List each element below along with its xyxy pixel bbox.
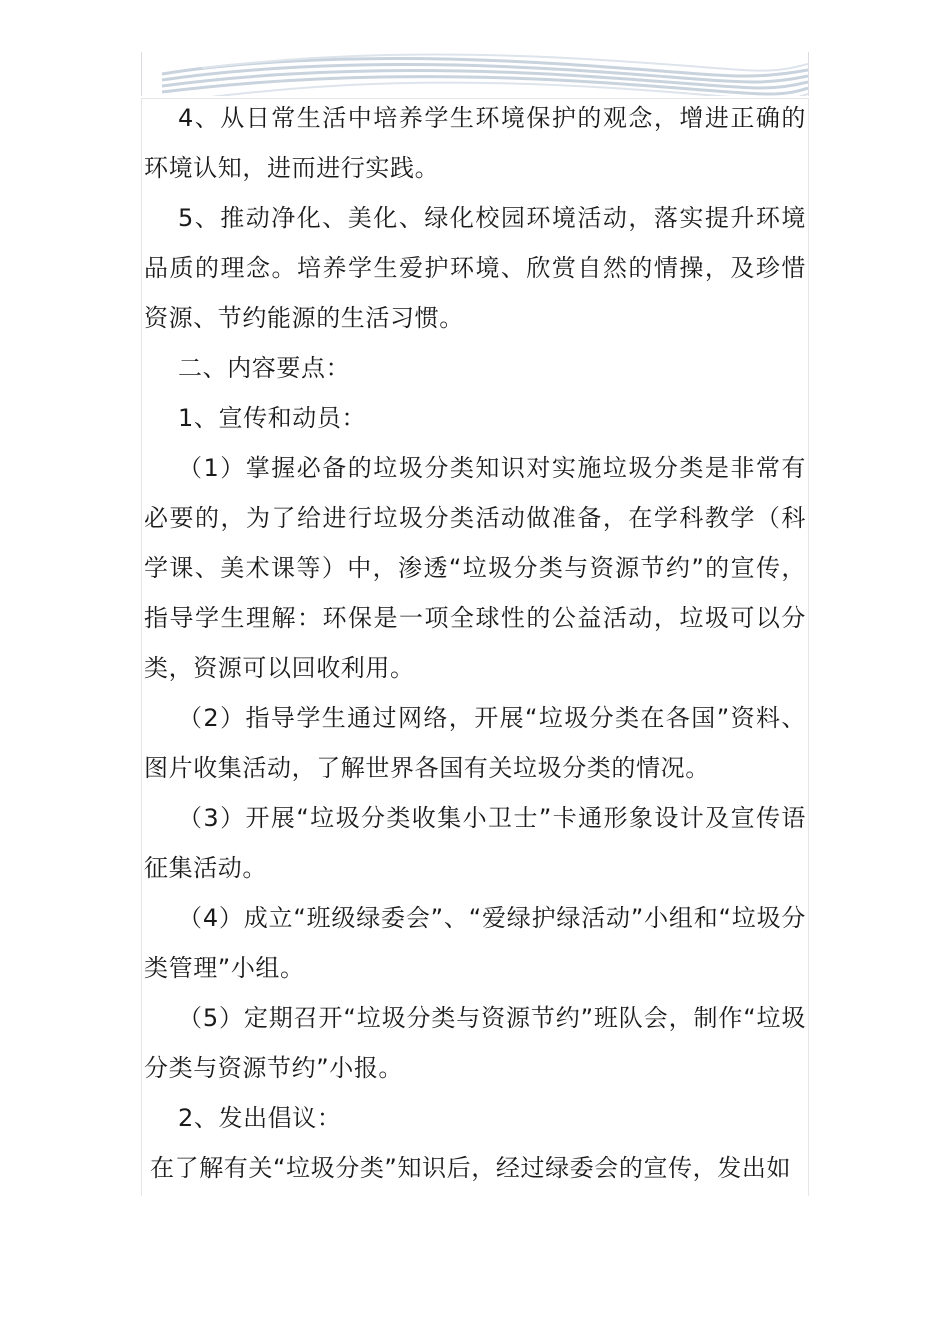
header-wave-decoration (142, 52, 808, 96)
subheading-publicity: 1、宣传和动员： (178, 404, 367, 432)
paragraph-proposal-intro: 在了解有关“垃圾分类”知识后，经过绿委会的宣传，发出如 (150, 1154, 792, 1182)
paragraph-item-3: （3）开展“垃圾分类收集小卫士”卡通形象设计及宣传语征集活动。 (144, 804, 806, 882)
paragraph-item-2: （2）指导学生通过网络，开展“垃圾分类在各国”资料、图片收集活动，了解世界各国有关垃圾分类的情况。 (144, 704, 806, 782)
paragraph-objective-5: 5、推动净化、美化、绿化校园环境活动，落实提升环境品质的理念。培养学生爱护环境、欣赏自然的情操，及珍惜资源、节约能源的生活习惯。 (144, 204, 806, 332)
document-body (144, 93, 806, 1193)
paragraph-item-5: （5）定期召开“垃圾分类与资源节约”班队会，制作“垃圾分类与资源节约”小报。 (144, 1004, 806, 1082)
paragraph-item-1: （1）掌握必备的垃圾分类知识对实施垃圾分类是非常有必要的，为了给进行垃圾分类活动做准备，在学科教学（科学课、美术课等）中，渗透“垃圾分类与资源节约”的宣传，指导学生理解：环保是一项全球性的公益活动，垃圾可以分类，资源可以回收利用。 (144, 454, 806, 682)
paragraph-objective-4: 4、从日常生活中培养学生环境保护的观念，增进正确的环境认知，进而进行实践。 (144, 104, 806, 182)
section-heading-content-points: 二、内容要点： (178, 354, 351, 382)
paragraph-item-4: （4）成立“班级绿委会”、“爱绿护绿活动”小组和“垃圾分类管理”小组。 (144, 904, 806, 982)
header-banner (141, 52, 809, 96)
subheading-proposal: 2、发出倡议： (178, 1104, 342, 1132)
